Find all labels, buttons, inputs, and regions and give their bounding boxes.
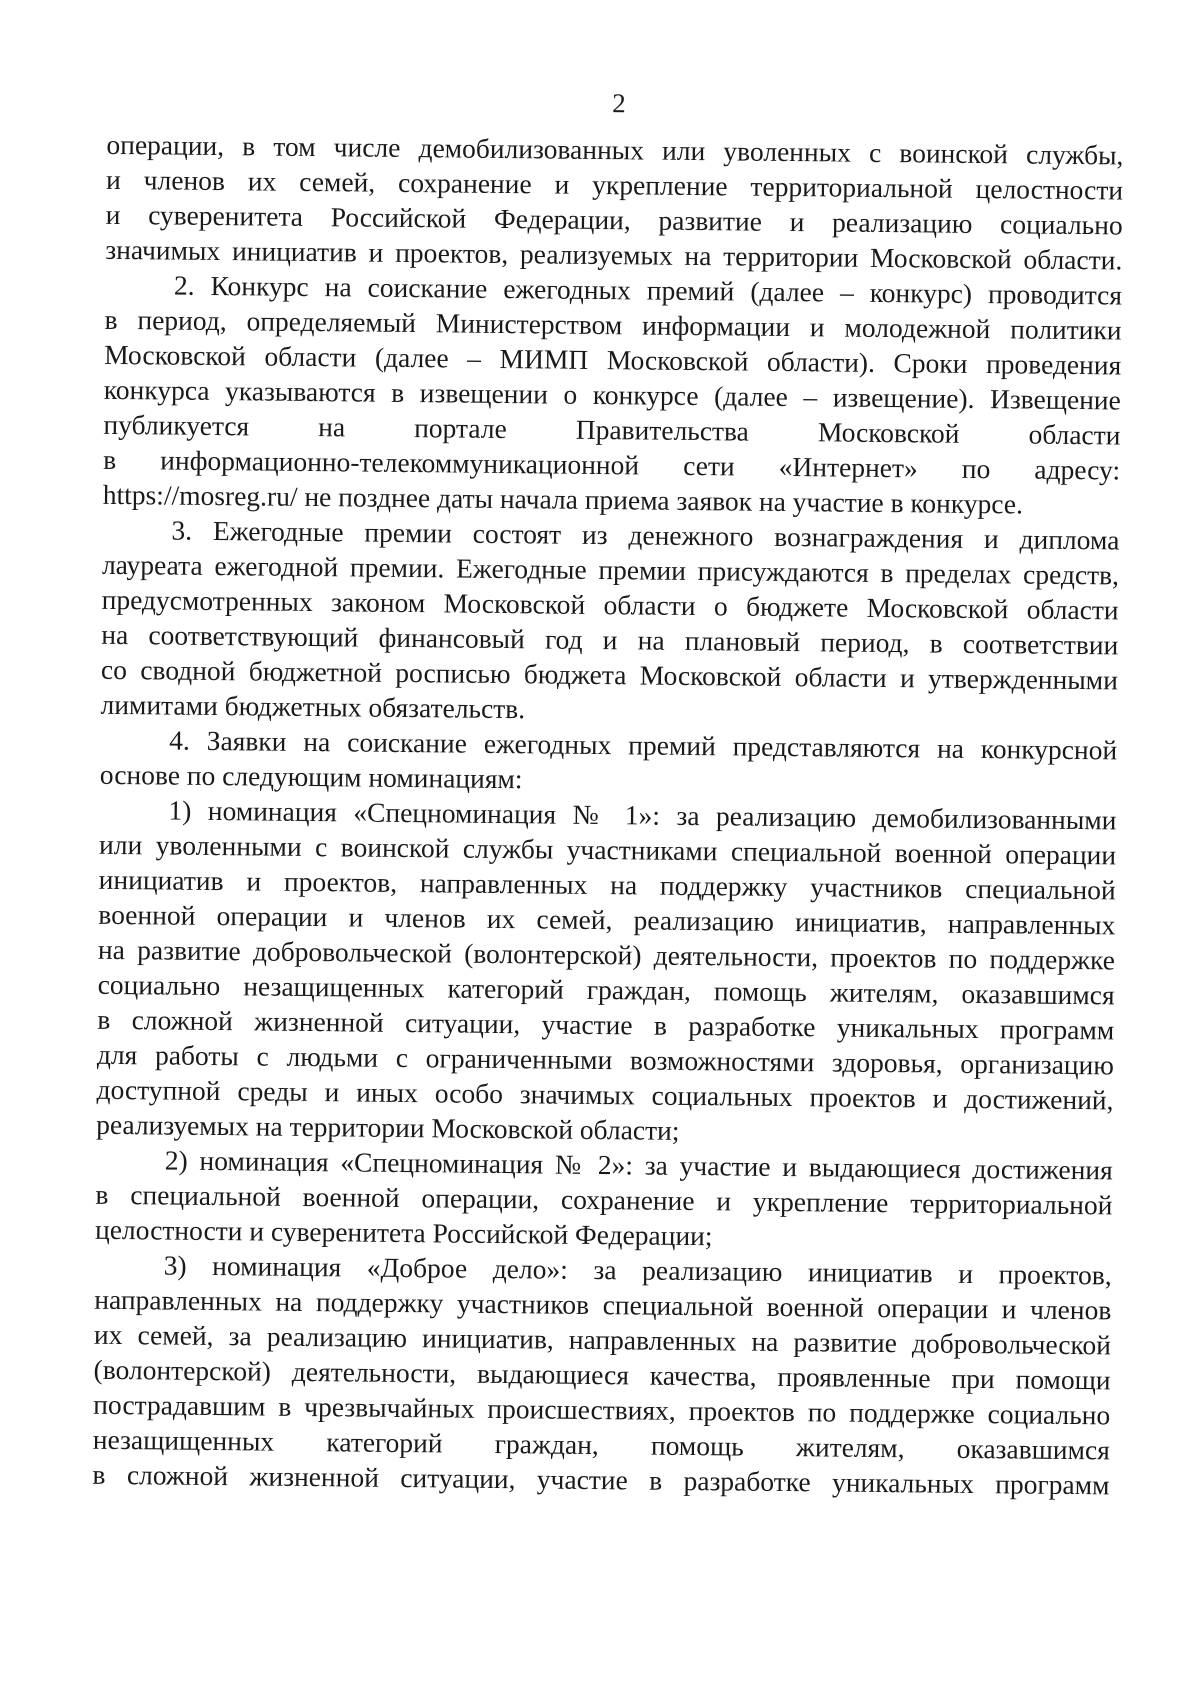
text-line: в сложной жизненной ситуации, участие в разработке уникальных программ — [92, 1458, 1110, 1501]
text-line: операции, в том числе демобилизованных или уволенных с воинской службы, — [106, 128, 1124, 171]
text-line: направленных на поддержку участников специальной военной операции и членов — [94, 1283, 1112, 1326]
text-line: (волонтерской) деятельности, выдающиеся качества, проявленные при помощи — [93, 1353, 1111, 1396]
text-line: в сложной жизненной ситуации, участие в разработке уникальных программ — [97, 1003, 1115, 1046]
text-line: реализуемых на территории Московской области; — [96, 1108, 680, 1146]
text-line: военной операции и членов их семей, реализацию инициатив, направленных — [98, 898, 1116, 941]
text-line: значимых инициатив и проектов, реализуемых на территории Московской области. — [105, 233, 1123, 276]
text-line: для работы с людьми с ограниченными возможностями здоровья, организацию — [96, 1038, 1115, 1081]
text-line: предусмотренных законом Московской области о бюджете Московской области — [101, 583, 1119, 626]
text-line: лауреата ежегодной премии. Ежегодные премии присуждаются в пределах средств, — [101, 548, 1120, 591]
text-line: на развитие добровольческой (волонтерской) деятельности, проектов по поддержке — [97, 933, 1116, 976]
text-line: на соответствующий финансовый год и на плановый период, в соответствии — [101, 618, 1119, 661]
text-line: основе по следующим номинациям: — [99, 758, 523, 795]
text-line: 3) номинация «Доброе дело»: за реализацию инициатив и проектов, — [163, 1249, 1112, 1291]
text-line: в специальной военной операции, сохранение и укрепление территориальной — [95, 1178, 1113, 1221]
text-line: пострадавшим в чрезвычайных происшествиях, проектов по поддержке социально — [93, 1388, 1111, 1431]
text-line: 4. Заявки на соискание ежегодных премий представляются на конкурсной — [169, 724, 1118, 766]
text-line: 2) номинация «Спецноминация № 2»: за участие и выдающиеся достижения — [164, 1144, 1113, 1186]
text-line: или уволенными с воинской службы участниками специальной военной операции — [98, 828, 1117, 871]
text-line: их семей, за реализацию инициатив, направленных на развитие добровольческой — [93, 1318, 1112, 1361]
text-line: со сводной бюджетной росписью бюджета Московской области и утвержденными — [100, 653, 1119, 696]
text-line: незащищенных категорий граждан, помощь жителям, оказавшимся — [92, 1423, 1111, 1466]
text-line: и суверенитета Российской Федерации, развитие и реализацию социально — [105, 198, 1123, 241]
text-line: лимитами бюджетных обязательств. — [100, 688, 526, 725]
text-line: целостности и суверенитета Российской Федерации; — [94, 1213, 713, 1252]
text-line: 1) номинация «Спецноминация № 1»: за реализацию демобилизованными — [168, 794, 1117, 836]
text-line: доступной среды и иных особо значимых социальных проектов и достижений, — [96, 1073, 1114, 1116]
text-line: в информационно-телекоммуникационной сети «Интернет» по адресу: — [103, 443, 1121, 486]
text-line: 3. Ежегодные премии состоят из денежного вознаграждения и диплома — [171, 514, 1120, 556]
text-line: в период, определяемый Министерством информации и молодежной политики — [104, 303, 1122, 346]
text-line: конкурса указываются в извещении о конкурсе (далее – извещение). Извещение — [103, 373, 1122, 416]
text-line: инициатив и проектов, направленных на поддержку участников специальной — [98, 863, 1116, 906]
text-line: социально незащищенных категорий граждан, помощь жителям, оказавшимся — [97, 968, 1115, 1011]
text-line: Московской области (далее – МИМП Московской области). Сроки проведения — [104, 338, 1122, 381]
text-line: публикуется на портале Правительства Московской области — [103, 408, 1121, 451]
text-line: 2. Конкурс на соискание ежегодных премий (далее – конкурс) проводится — [173, 269, 1123, 311]
page-number: 2 — [612, 88, 626, 119]
text-line: и членов их семей, сохранение и укрепление территориальной целостности — [105, 163, 1124, 206]
text-line: https://mosreg.ru/ не позднее даты начала приема заявок на участие в конкурсе. — [102, 478, 1024, 520]
